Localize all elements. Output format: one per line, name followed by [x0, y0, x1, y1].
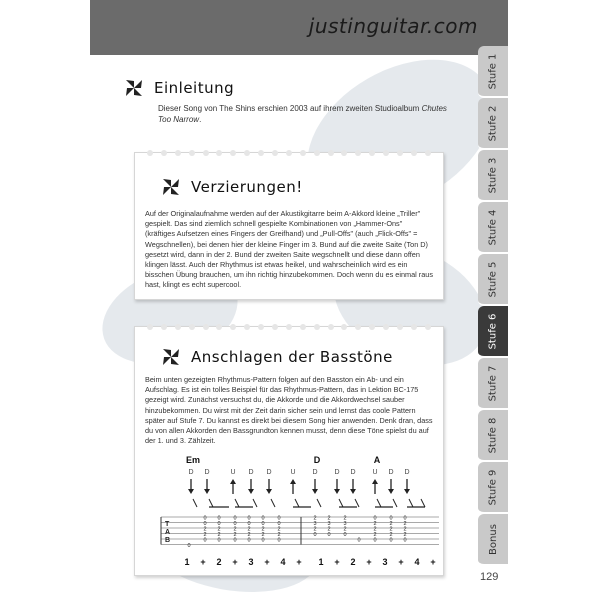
tab-label: Stufe 1	[487, 53, 499, 89]
tab-fret-number: 0	[389, 515, 393, 522]
tab-fret-number: 2	[203, 532, 207, 538]
tab-fret-number: 0	[343, 532, 347, 538]
tab-label: Bonus	[487, 523, 499, 555]
tab-fret-number: 2	[373, 526, 377, 533]
beat-count: 3	[382, 557, 388, 567]
tab-stufe-6[interactable]	[478, 306, 508, 358]
tab-fret-number: 3	[343, 521, 347, 527]
album-title: Chutes Too Narrow	[158, 104, 447, 124]
rhythm-slash	[393, 499, 397, 507]
tab-label: Stufe 6	[487, 313, 499, 349]
beat-count: 1	[318, 557, 324, 567]
beat-count: 2	[216, 557, 222, 567]
tab-fret-number: 2	[313, 515, 317, 522]
down-arrow-icon	[334, 489, 340, 494]
strum-direction: D	[388, 469, 394, 476]
tab-fret-number: 2	[389, 532, 393, 538]
embellishment-heading	[159, 175, 303, 199]
tab-stufe-5[interactable]	[478, 254, 508, 306]
tab-fret-number: 0	[313, 532, 317, 538]
tab-fret-number: 0	[261, 521, 265, 527]
intro-title: Einleitung	[154, 79, 235, 97]
rhythm-slash	[271, 499, 275, 507]
brand-logo: justinguitar.com	[308, 14, 478, 38]
down-arrow-icon	[266, 489, 272, 494]
tab-fret-number: 0	[217, 521, 221, 527]
beat-count: +	[264, 557, 270, 567]
beat-count: 4	[280, 557, 286, 567]
notepad-holes	[135, 150, 443, 158]
beat-count: +	[398, 557, 404, 567]
tab-fret-number: 0	[389, 537, 393, 544]
tab-fret-number: 0	[247, 521, 251, 527]
tab-fret-number: 2	[327, 515, 331, 522]
tab-fret-number: 2	[403, 526, 407, 533]
down-arrow-icon	[404, 489, 410, 494]
tab-fret-number: 2	[389, 526, 393, 533]
pinwheel-icon	[122, 76, 146, 100]
tab-fret-number: 0	[233, 521, 237, 527]
page-number: 129	[480, 571, 499, 583]
tab-stufe-8[interactable]	[478, 410, 508, 462]
up-arrow-icon	[290, 479, 296, 484]
pinwheel-icon	[159, 175, 183, 199]
tab-fret-number: 2	[403, 521, 407, 527]
tab-fret-number: 0	[203, 537, 207, 544]
down-arrow-icon	[350, 489, 356, 494]
rhythm-slash	[355, 499, 359, 507]
tab-fret-number: 2	[261, 526, 265, 533]
tab-fret-number: 2	[277, 532, 281, 538]
strumming-text: Beim unten gezeigten Rhythmus-Pattern folgen auf den Basston ein Ab- und ein Aufschlag. Es ist ein tolles Beispiel für das Rhythmus-Pattern, das in Lektion BC-175 gezeigt wird. Zunächst versuchst du, die Akkorde und die Akkordwechsel sauber hinzubekommen. Du wirst mit der Zeit darin sicher sein und lernst das coole Pattern später auf Stufe 7. Du kannst es direkt bei diesem Song hier anwenden. Denk dran, dass du von allen Akkorden den Bassgrundton kennen musst, denn diese Töne spielst du auf der 1. und 3. Zählzeit.	[145, 375, 433, 446]
tab-fret-number: 2	[373, 532, 377, 538]
chord-name: A	[373, 455, 381, 465]
rhythm-slash	[209, 499, 213, 507]
tab-fret-number: 2	[247, 532, 251, 538]
intro-heading	[122, 76, 234, 100]
tab-label: Stufe 8	[487, 417, 499, 453]
tab-fret-number: 0	[373, 537, 377, 544]
down-arrow-icon	[204, 489, 210, 494]
tab-stufe-1[interactable]	[478, 46, 508, 98]
tab-fret-number: 0	[187, 543, 191, 549]
down-arrow-icon	[188, 489, 194, 494]
beat-count: +	[200, 557, 206, 567]
beat-count: +	[366, 557, 372, 567]
tab-stufe-2[interactable]	[478, 98, 508, 150]
rhythm-slash	[377, 499, 381, 507]
pinwheel-icon	[159, 345, 183, 369]
rhythm-slash	[253, 499, 257, 507]
embellishment-card	[134, 152, 444, 300]
rhythm-slash	[317, 499, 321, 507]
rhythm-slash	[193, 499, 197, 507]
rhythm-slash	[339, 499, 343, 507]
notepad-holes	[135, 324, 443, 332]
tab-fret-number: 0	[261, 515, 265, 522]
tab-fret-number: 3	[313, 521, 317, 527]
beat-count: 1	[184, 557, 190, 567]
strum-direction: D	[350, 469, 356, 476]
beat-count: +	[296, 557, 302, 567]
rhythm-notation	[139, 453, 439, 573]
tab-fret-number: 2	[343, 515, 347, 522]
strumming-heading	[159, 345, 393, 369]
tab-label: Stufe 5	[487, 261, 499, 297]
tab-fret-number: 0	[233, 515, 237, 522]
tab-stufe-9[interactable]	[478, 462, 508, 514]
tab-fret-number: 0	[357, 537, 361, 544]
tab-clef-letter: T	[165, 521, 170, 528]
tab-fret-number: 2	[389, 521, 393, 527]
tab-fret-number: 2	[217, 526, 221, 533]
tab-fret-number: 0	[247, 515, 251, 522]
tab-label: Stufe 2	[487, 105, 499, 141]
tab-fret-number: 2	[217, 532, 221, 538]
tab-fret-number: 2	[261, 532, 265, 538]
rhythm-slash	[409, 499, 413, 507]
tab-fret-number: 2	[277, 526, 281, 533]
beat-count: 4	[414, 557, 420, 567]
down-arrow-icon	[388, 489, 394, 494]
tab-fret-number: 2	[343, 526, 347, 533]
tab-fret-number: 0	[203, 521, 207, 527]
tab-fret-number: 0	[247, 537, 251, 544]
up-arrow-icon	[230, 479, 236, 484]
tab-label: Stufe 7	[487, 365, 499, 401]
down-arrow-icon	[248, 489, 254, 494]
strum-direction: D	[312, 469, 318, 476]
rhythm-slash	[235, 499, 239, 507]
rhythm-slash	[295, 499, 299, 507]
strum-direction: D	[334, 469, 340, 476]
page-header	[90, 0, 508, 55]
chord-name: D	[313, 455, 321, 465]
beat-count: 3	[248, 557, 254, 567]
embellishment-text: Auf der Originalaufnahme werden auf der Akustikgitarre beim A-Akkord kleine „Triller" gespielt. Das sind ziemlich schnell gespielte Kombinationen von „Hammer-Ons" (kräftiges Aufsetzen eines Fingers der Greifhand) und „Pull-Offs" (auch „Flick-Offs" = Wegschnellen), bei denen hier der kleine Finger im 3. Bund auf die zweite Saite (Ton D) gesetzt wird, dann in der 2. Bund der zweiten Saite wegschnellt und diese dann offen klingen lässt. Auch der Rhythmus ist etwas heikel, und wahrscheinlich wird es ein bisschen Übung brauchen, um ihn richtig hinzubekommen. Doch wenn du es einmal raus hast, klingt es echt supercool.	[145, 209, 433, 290]
strum-direction: U	[230, 469, 236, 476]
tab-fret-number: 0	[217, 537, 221, 544]
chord-name: Em	[185, 455, 201, 465]
intro-text: Dieser Song von The Shins erschien 2003 auf ihrem zweiten Studioalbum Chutes Too Narrow.	[158, 104, 447, 124]
tab-fret-number: 2	[373, 521, 377, 527]
strum-direction: D	[404, 469, 410, 476]
tab-fret-number: 0	[403, 515, 407, 522]
tab-fret-number: 0	[217, 515, 221, 522]
tab-fret-number: 0	[373, 515, 377, 522]
strum-direction: U	[290, 469, 296, 476]
up-arrow-icon	[372, 479, 378, 484]
tab-label: Stufe 9	[487, 469, 499, 505]
tab-stufe-3[interactable]	[478, 150, 508, 202]
beat-count: 2	[350, 557, 356, 567]
beat-count: +	[430, 557, 436, 567]
tab-fret-number: 2	[233, 532, 237, 538]
tab-stufe-4[interactable]	[478, 202, 508, 254]
strum-direction: D	[204, 469, 210, 476]
tab-fret-number: 2	[327, 526, 331, 533]
rhythm-slash	[421, 499, 425, 507]
tab-fret-number: 2	[203, 526, 207, 533]
tab-fret-number: 3	[327, 521, 331, 527]
tab-clef-letter: B	[165, 537, 171, 544]
tab-label: Stufe 3	[487, 157, 499, 193]
tab-fret-number: 0	[277, 521, 281, 527]
tab-fret-number: 0	[327, 532, 331, 538]
tab-fret-number: 0	[277, 515, 281, 522]
strum-direction: D	[266, 469, 272, 476]
down-arrow-icon	[312, 489, 318, 494]
tab-fret-number: 2	[313, 526, 317, 533]
strumming-card	[134, 326, 444, 576]
strum-direction: D	[248, 469, 254, 476]
tab-fret-number: 2	[403, 532, 407, 538]
tab-fret-number: 2	[247, 526, 251, 533]
strum-direction: D	[188, 469, 194, 476]
tab-fret-number: 0	[233, 537, 237, 544]
beat-count: +	[334, 557, 340, 567]
tab-fret-number: 0	[403, 537, 407, 544]
tab-stufe-7[interactable]	[478, 358, 508, 410]
tab-clef-letter: A	[165, 529, 171, 536]
embellishment-title: Verzierungen!	[191, 178, 303, 196]
strum-direction: U	[372, 469, 378, 476]
strumming-title: Anschlagen der Basstöne	[191, 348, 393, 366]
tab-fret-number: 0	[277, 537, 281, 544]
tab-fret-number: 2	[233, 526, 237, 533]
tab-fret-number: 0	[261, 537, 265, 544]
tab-bonus[interactable]	[478, 514, 508, 566]
beat-count: +	[232, 557, 238, 567]
tab-fret-number: 0	[203, 515, 207, 522]
tab-label: Stufe 4	[487, 209, 499, 245]
